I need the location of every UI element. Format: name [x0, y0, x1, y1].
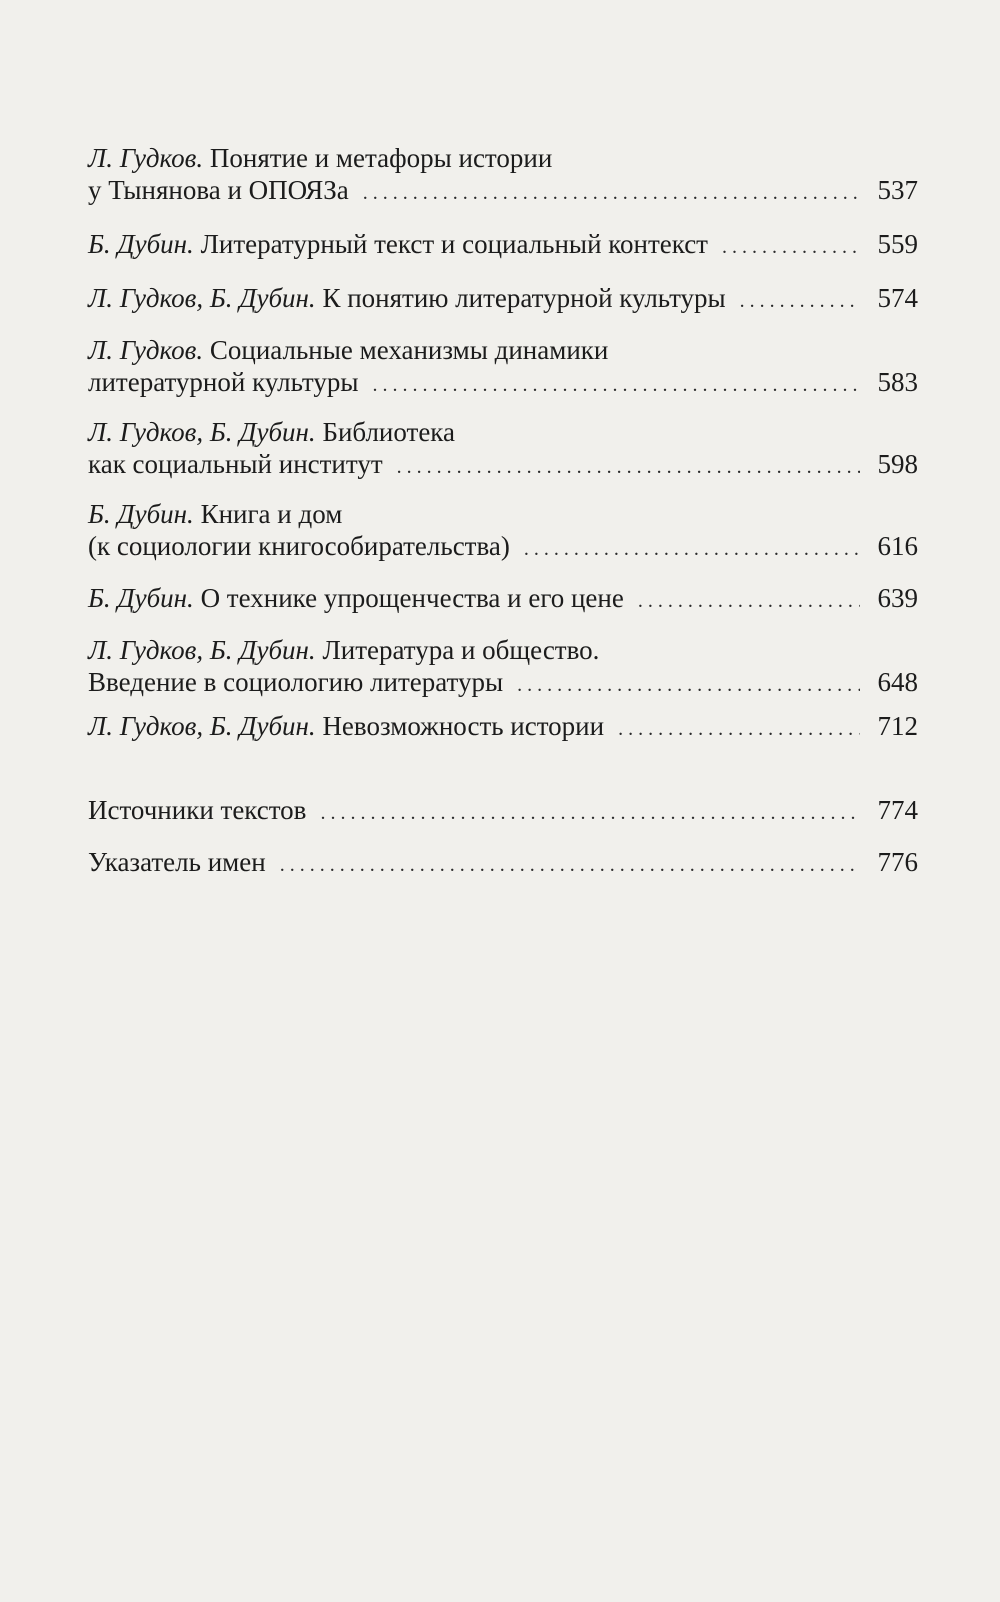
toc-entry-author: Л. Гудков.: [88, 335, 204, 365]
toc-entry-author: Л. Гудков.: [88, 143, 204, 173]
toc-entry-title-text: Библиотека: [322, 417, 455, 447]
toc-entry-page-number: 616: [877, 531, 918, 561]
toc-entry-title: [88, 174, 349, 206]
toc-entry-title-text: О технике упрощенчества и его цене: [200, 583, 624, 613]
toc-entry-author: Л. Гудков, Б. Дубин.: [88, 283, 316, 313]
dot-leader: [618, 710, 860, 745]
toc-entry[interactable]: [88, 794, 918, 829]
toc-entry-page-number: 598: [877, 449, 918, 479]
toc-entry-title-line: [88, 416, 918, 448]
toc-entry-page-number: 774: [877, 795, 918, 825]
toc-entry-last-line: [88, 846, 918, 881]
dot-leader: [397, 448, 860, 483]
toc-entry-title: [88, 366, 358, 398]
dot-leader: [363, 174, 860, 209]
toc-entry-last-line: [88, 794, 918, 829]
toc-entry-title: [88, 666, 503, 698]
toc-entry-title: [88, 582, 624, 614]
toc-entry-title-text: Указатель имен: [88, 847, 266, 877]
dot-leader: [722, 228, 860, 263]
toc-entry-title-text: у Тынянова и ОПОЯЗа: [88, 175, 349, 205]
toc-entry-author: Л. Гудков, Б. Дубин.: [88, 635, 316, 665]
toc-entry-page-number: 776: [877, 847, 918, 877]
toc-entry-page-number: 574: [877, 283, 918, 313]
toc-entry-title-text: как социальный институт: [88, 449, 383, 479]
toc-entry[interactable]: [88, 334, 918, 401]
toc-entry-title-text: Литература и общество.: [322, 635, 600, 665]
toc-entry-last-line: [88, 530, 918, 565]
toc-entry-title: [88, 846, 266, 878]
toc-entry-author: Б. Дубин.: [88, 229, 194, 259]
toc-entry-title-text: (к социологии книгособирательства): [88, 531, 510, 561]
toc-entry-last-line: [88, 366, 918, 401]
toc-entry[interactable]: [88, 634, 918, 701]
toc-entry[interactable]: [88, 282, 918, 317]
toc-entry-page-number: 559: [877, 229, 918, 259]
toc-entry-title: [88, 282, 726, 314]
dot-leader: [372, 366, 860, 401]
toc-entry[interactable]: [88, 498, 918, 565]
dot-leader: [638, 582, 860, 617]
toc-entry-author: Л. Гудков, Б. Дубин.: [88, 711, 316, 741]
toc-entry-title: [88, 530, 510, 562]
toc-entry-title-text: литературной культуры: [88, 367, 359, 397]
toc-entry-title-text: Литературный текст и социальный контекст: [200, 229, 708, 259]
toc-entry-last-line: [88, 448, 918, 483]
toc-entry-last-line: [88, 282, 918, 317]
toc-entry-title-line: [88, 142, 918, 174]
toc-entry-last-line: [88, 228, 918, 263]
toc-entry-page-number: 583: [877, 367, 918, 397]
toc-entry-title: [88, 710, 604, 742]
toc-entry-title-text: Источники текстов: [88, 795, 307, 825]
toc-entry-title-text: К понятию литературной культуры: [322, 283, 726, 313]
toc-entry-last-line: [88, 174, 918, 209]
dot-leader: [320, 794, 860, 829]
dot-leader: [517, 666, 860, 701]
toc-entry-title-line: [88, 634, 918, 666]
toc-entry-title: [88, 228, 708, 260]
toc-entry-author: Л. Гудков, Б. Дубин.: [88, 417, 316, 447]
toc-entry-title-text: Социальные механизмы динамики: [209, 335, 609, 365]
toc-entry-last-line: [88, 710, 918, 745]
running-header: [90, 82, 915, 106]
toc-entry[interactable]: [88, 228, 918, 263]
toc-entry-page-number: 712: [877, 711, 918, 741]
toc-entry-title-text: Книга и дом: [200, 499, 343, 529]
toc-entry-title: [88, 448, 383, 480]
toc-entry-title-text: Понятие и метафоры истории: [209, 143, 553, 173]
toc-entry-page-number: 648: [877, 667, 918, 697]
toc-entry-last-line: [88, 582, 918, 617]
toc-entry-author: Б. Дубин.: [88, 499, 194, 529]
toc-entry-title: [88, 794, 306, 826]
toc-entry[interactable]: [88, 416, 918, 483]
toc-entry[interactable]: [88, 710, 918, 745]
toc-entry-title-line: [88, 334, 918, 366]
toc-entry-title-line: [88, 498, 918, 530]
toc-entry[interactable]: [88, 142, 918, 209]
toc-entry-title-text: Невозможность истории: [322, 711, 605, 741]
toc-entry-title-text: Введение в социологию литературы: [88, 667, 504, 697]
toc-entry[interactable]: [88, 846, 918, 881]
toc-entry-page-number: 537: [877, 175, 918, 205]
toc-entry-page-number: 639: [877, 583, 918, 613]
dot-leader: [524, 530, 860, 565]
toc-entry[interactable]: [88, 582, 918, 617]
toc-entry-author: Б. Дубин.: [88, 583, 194, 613]
dot-leader: [280, 846, 860, 881]
dot-leader: [740, 282, 860, 317]
toc-entry-last-line: [88, 666, 918, 701]
